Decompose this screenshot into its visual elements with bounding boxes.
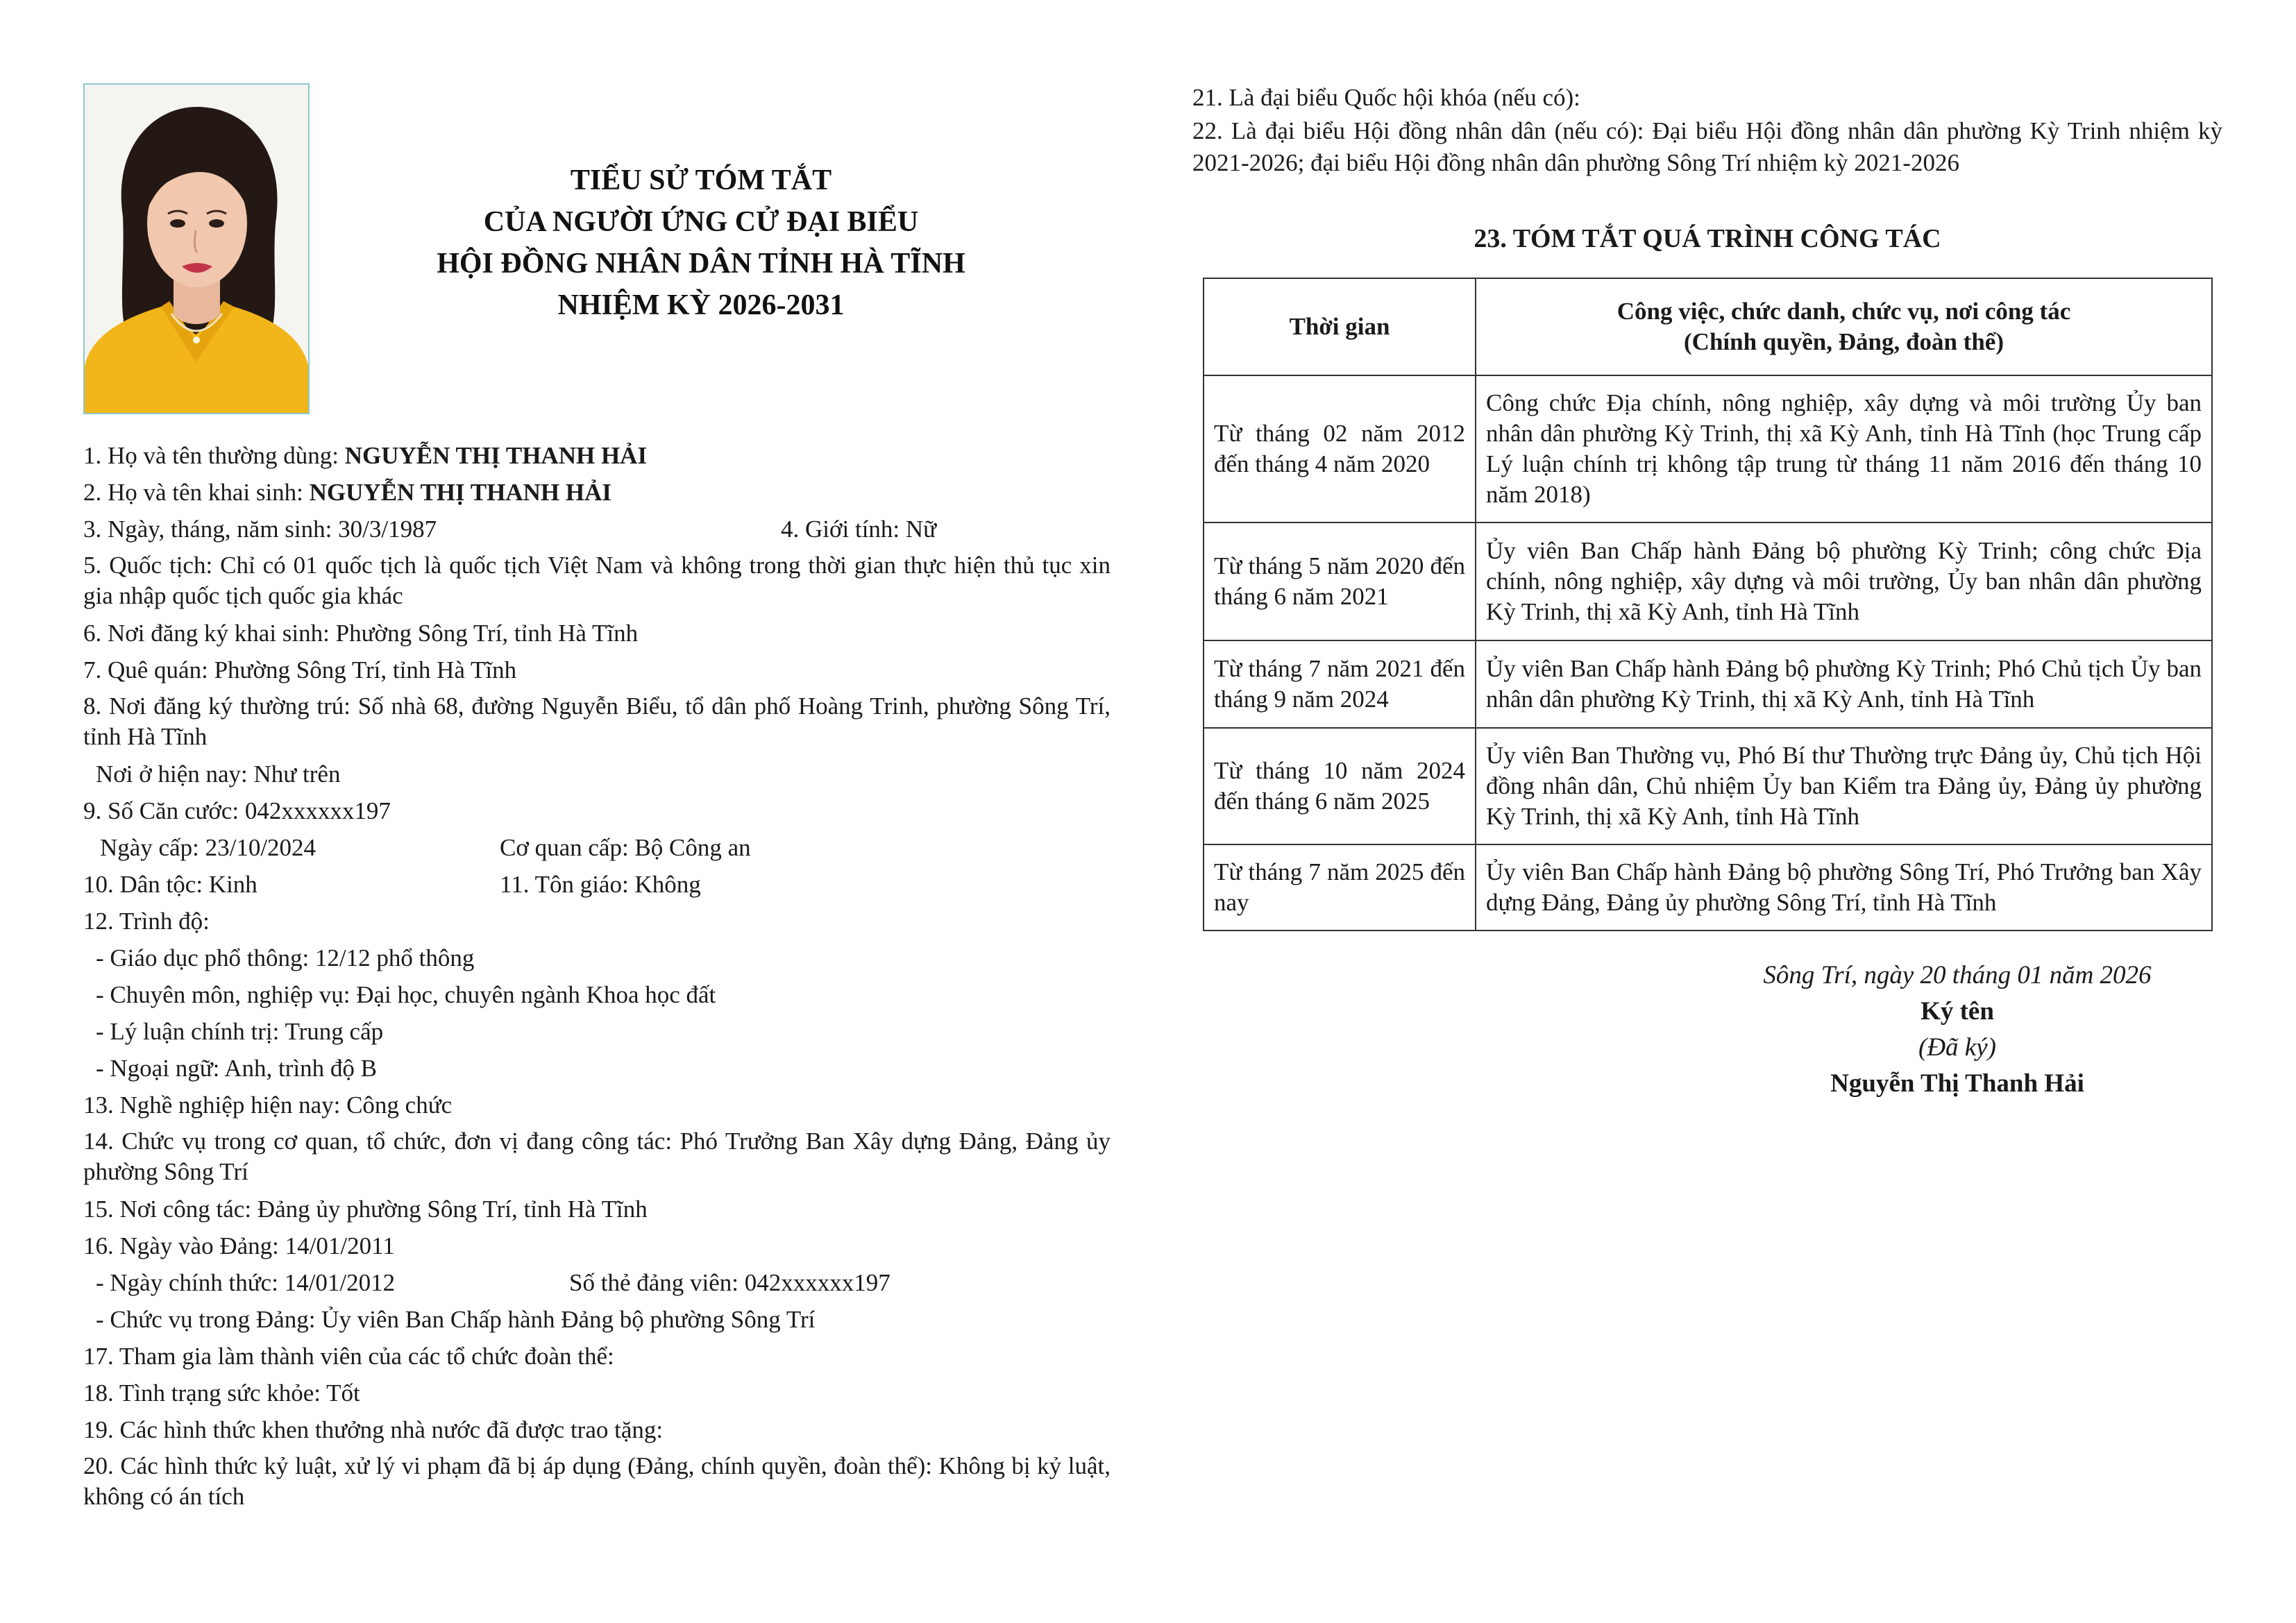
field-22-peoples-council: 22. Là đại biểu Hội đồng nhân dân (nếu có): Đại biểu Hội đồng nhân dân phường Kỳ Trinh nhiệm kỳ 2021-2026; đại biểu Hội đồng nhân dân phường Sông Trí nhiệm kỳ 2021-2026 (1192, 117, 2222, 176)
field-16-party-date: 16. Ngày vào Đảng: 14/01/2011 (83, 1232, 395, 1259)
field-17-organizations: 17. Tham gia làm thành viên của các tổ chức đoàn thể: (83, 1343, 614, 1370)
field-14-position: 14. Chức vụ trong cơ quan, tổ chức, đơn vị đang công tác: Phó Trưởng Ban Xây dựng Đảng, Đảng ủy phường Sông Trí (83, 1128, 1111, 1185)
document-title (361, 160, 1041, 326)
representative-details (1192, 80, 2222, 179)
sign-label: Ký tên (1921, 997, 1994, 1026)
table-row (1204, 844, 2212, 931)
row-time: Từ tháng 10 năm 2024 đến tháng 6 năm 2025 (1204, 728, 1476, 844)
row-description: Ủy viên Ban Thường vụ, Phó Bí thư Thường trực Đảng ủy, Chủ tịch Hội đồng nhân dân, Chủ nhiệm Ủy ban Kiểm tra Đảng ủy, Đảng ủy phường Kỳ Trinh, thị xã Kỳ Anh, tỉnh Hà Tĩnh (1476, 728, 2212, 844)
table-header-row (1204, 278, 2212, 375)
field-19-awards: 19. Các hình thức khen thưởng nhà nước đã được trao tặng: (83, 1416, 664, 1443)
table-row (1204, 375, 2212, 522)
row-description: Ủy viên Ban Chấp hành Đảng bộ phường Sông Trí, Phó Trưởng ban Xây dựng Đảng, Đảng ủy phường Sông Trí, tỉnh Hà Tĩnh (1476, 844, 2212, 931)
field-3-4 (83, 511, 1111, 547)
field-21-national-assembly: 21. Là đại biểu Quốc hội khóa (nếu có): (1192, 84, 1580, 111)
row-time: Từ tháng 5 năm 2020 đến tháng 6 năm 2021 (1204, 522, 1476, 640)
party-official-date: - Ngày chính thức: 14/01/2012 (96, 1269, 396, 1296)
birth-name: NGUYỄN THỊ THANH HẢI (309, 479, 611, 506)
education-political: - Lý luận chính trị: Trung cấp (96, 1018, 384, 1045)
portrait-photo (83, 83, 310, 414)
field-18-health: 18. Tình trạng sức khỏe: Tốt (83, 1379, 360, 1407)
header-time: Thời gian (1204, 278, 1476, 375)
education-language: - Ngoại ngữ: Anh, trình độ B (96, 1055, 377, 1082)
field-7-hometown: 7. Quê quán: Phường Sông Trí, tỉnh Hà Tĩnh (83, 656, 517, 683)
field-20-discipline: 20. Các hình thức kỷ luật, xử lý vi phạm đã bị áp dụng (Đảng, chính quyền, đoàn thể): Không bị kỷ luật, không có án tích (83, 1452, 1111, 1510)
title-line-1: TIỂU SỬ TÓM TẮT (570, 164, 832, 196)
field-10-11 (83, 866, 1111, 903)
row-time: Từ tháng 7 năm 2021 đến tháng 9 năm 2024 (1204, 640, 1476, 728)
field-12-education: 12. Trình độ: (83, 908, 210, 935)
field-1: 1. Họ và tên thường dùng: NGUYỄN THỊ THANH HẢI (83, 442, 648, 469)
title-line-3: HỘI ĐỒNG NHÂN DÂN TỈNH HÀ TĨNH (437, 248, 965, 280)
row-description: Ủy viên Ban Chấp hành Đảng bộ phường Kỳ Trinh; Phó Chủ tịch Ủy ban nhân dân phường Kỳ Trinh, thị xã Kỳ Anh, tỉnh Hà Tĩnh (1476, 640, 2212, 728)
work-history-table (1203, 278, 2213, 931)
field-8-current-address: Nơi ở hiện nay: Như trên (96, 760, 341, 788)
row-time: Từ tháng 02 năm 2012 đến tháng 4 năm 2020 (1204, 375, 1476, 522)
field-16-details (83, 1264, 1111, 1301)
party-position: - Chức vụ trong Đảng: Ủy viên Ban Chấp hành Đảng bộ phường Sông Trí (96, 1306, 816, 1333)
table-row (1204, 522, 2212, 640)
field-8-residence: 8. Nơi đăng ký thường trú: Số nhà 68, đường Nguyễn Biểu, tổ dân phố Hoàng Trinh, phường Sông Trí, tỉnh Hà Tĩnh (83, 692, 1111, 750)
field-9-details (83, 829, 1111, 866)
row-time: Từ tháng 7 năm 2025 đến nay (1204, 844, 1476, 931)
education-general: - Giáo dục phổ thông: 12/12 phổ thông (96, 944, 475, 971)
field-15-workplace: 15. Nơi công tác: Đảng ủy phường Sông Trí, tỉnh Hà Tĩnh (83, 1196, 648, 1223)
work-history-title: 23. TÓM TẮT QUÁ TRÌNH CÔNG TÁC (1474, 224, 1941, 253)
field-2: 2. Họ và tên khai sinh: NGUYỄN THỊ THANH HẢI (83, 479, 611, 506)
field-6-birth-registration: 6. Nơi đăng ký khai sinh: Phường Sông Trí, tỉnh Hà Tĩnh (83, 620, 639, 647)
field-9-id-number: 9. Số Căn cước: 042xxxxxx197 (83, 797, 391, 824)
header-description: Công việc, chức danh, chức vụ, nơi công tác (Chính quyền, Đảng, đoàn thể) (1476, 278, 2212, 375)
field-5-nationality: 5. Quốc tịch: Chỉ có 01 quốc tịch là quốc tịch Việt Nam và không trong thời gian thực hiện thủ tục xin gia nhập quốc tịch quốc gia khác (83, 552, 1111, 609)
signer-name: Nguyễn Thị Thanh Hải (1830, 1069, 2084, 1098)
signature-block (1680, 958, 2235, 1102)
field-4-gender: 4. Giới tính: Nữ (781, 516, 937, 543)
education-professional: - Chuyên môn, nghiệp vụ: Đại học, chuyên ngành Khoa học đất (96, 981, 716, 1008)
row-description: Công chức Địa chính, nông nghiệp, xây dựng và môi trường Ủy ban nhân dân phường Kỳ Trinh, thị xã Kỳ Anh, tỉnh Hà Tĩnh (học Trung cấp Lý luận chính trị không tập trung từ tháng 11 năm 2016 đến tháng 10 năm 2018) (1476, 375, 2212, 522)
field-3-birthdate: 3. Ngày, tháng, năm sinh: 30/3/1987 (83, 516, 437, 543)
field-11-religion: 11. Tôn giáo: Không (500, 871, 701, 898)
field-10-ethnicity: 10. Dân tộc: Kinh (83, 871, 258, 898)
signed-note: (Đã ký) (1918, 1033, 1996, 1062)
title-line-4: NHIỆM KỲ 2026-2031 (557, 289, 845, 321)
table-row (1204, 640, 2212, 728)
common-name: NGUYỄN THỊ THANH HẢI (344, 442, 648, 469)
row-description: Ủy viên Ban Chấp hành Đảng bộ phường Kỳ Trinh; công chức Địa chính, nông nghiệp, xây dựng và môi trường, Ủy ban nhân dân phường Kỳ Trinh, thị xã Kỳ Anh, tỉnh Hà Tĩnh (1476, 522, 2212, 640)
personal-details (83, 437, 1111, 1515)
field-13-occupation: 13. Nghề nghiệp hiện nay: Công chức (83, 1091, 453, 1119)
id-issuer: Cơ quan cấp: Bộ Công an (500, 834, 751, 861)
table-row (1204, 728, 2212, 844)
party-card-number: Số thẻ đảng viên: 042xxxxxx197 (569, 1269, 890, 1296)
title-line-2: CỦA NGƯỜI ỨNG CỬ ĐẠI BIỂU (483, 206, 919, 238)
id-issue-date: Ngày cấp: 23/10/2024 (100, 834, 316, 861)
place-date: Sông Trí, ngày 20 tháng 01 năm 2026 (1763, 961, 2152, 989)
